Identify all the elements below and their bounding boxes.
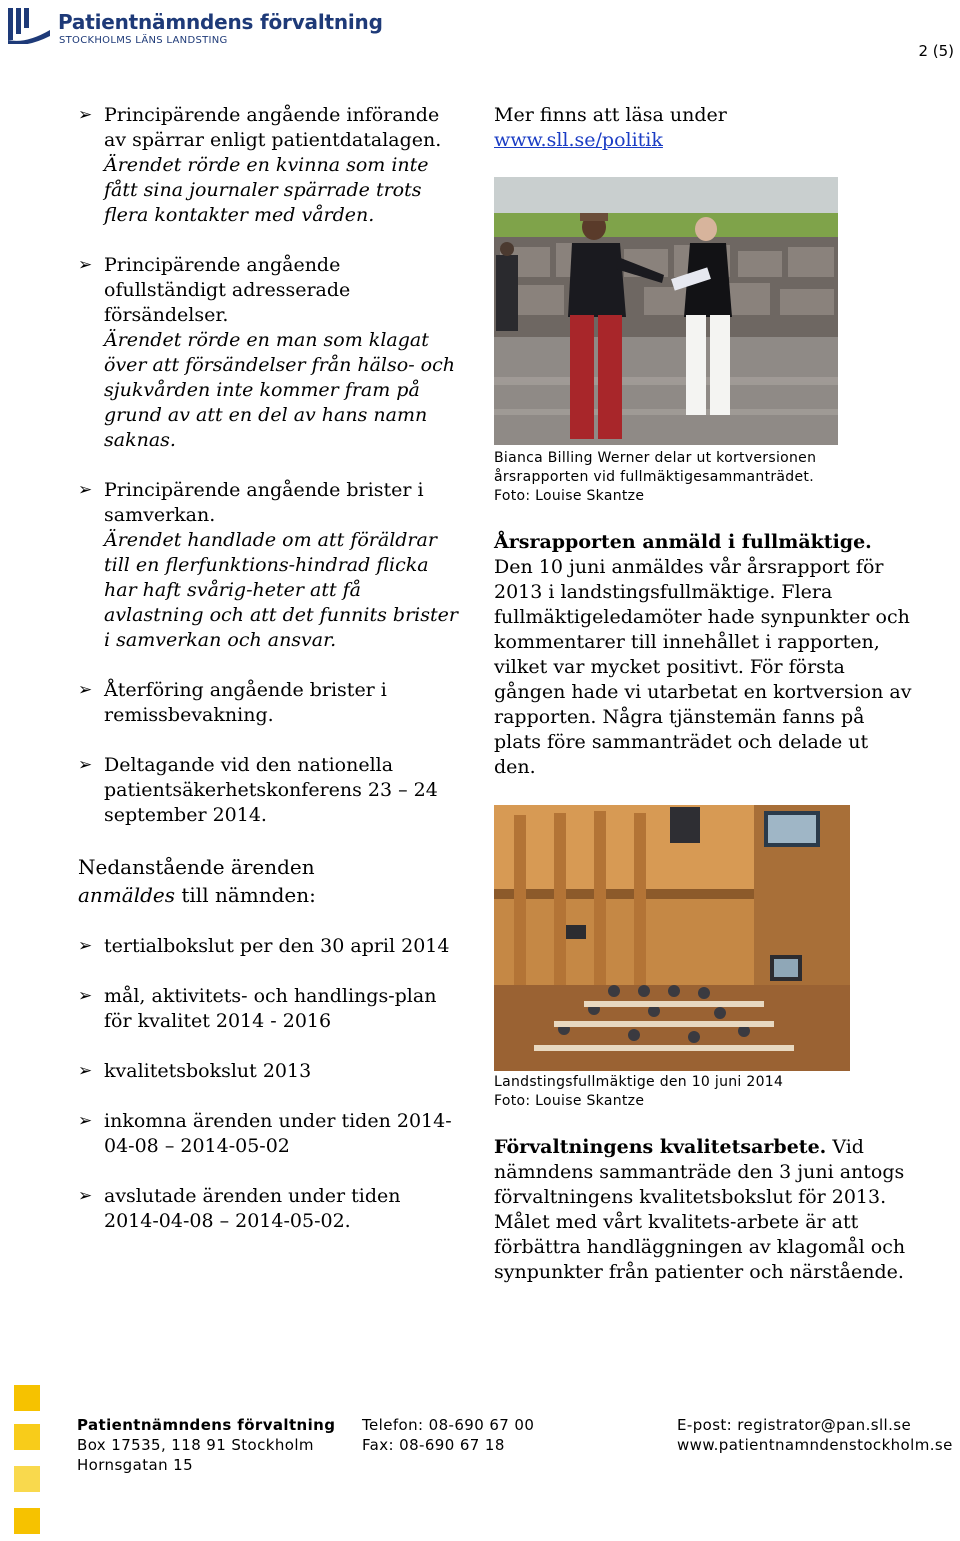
photo-handing-out-reports bbox=[494, 177, 838, 445]
item-label: Principärende angående ofullständigt adresserade försändelser. bbox=[104, 254, 351, 326]
list-item: ➢ mål, aktivitets- och handlings-plan för kvalitet 2014 - 2016 bbox=[78, 984, 458, 1034]
quality-text: Vid nämndens sammanträde den 3 juni antogs förvaltningens kvalitetsbokslut för 2013. Målet med vårt kvalitets-arbete är att förbättra handläggningen av klagomål och synpunkter från patienter och närstående. bbox=[494, 1136, 906, 1283]
photo2-caption: Landstingsfullmäktige den 10 juni 2014 bbox=[494, 1074, 784, 1090]
footer-square-decoration bbox=[14, 1424, 40, 1450]
logo-subtitle: STOCKHOLMS LÄNS LANDSTING bbox=[59, 35, 228, 46]
quality-heading: Förvaltningens kvalitetsarbete. bbox=[494, 1136, 827, 1158]
politik-link[interactable]: www.sll.se/politik bbox=[494, 129, 663, 151]
photo-council-chamber bbox=[494, 805, 850, 1071]
footer-address1: Box 17535, 118 91 Stockholm bbox=[77, 1436, 314, 1454]
footer-web[interactable]: www.patientnamndenstockholm.se bbox=[677, 1436, 953, 1454]
list-item: ➢ avslutade ärenden under tiden 2014-04-08 – 2014-05-02. bbox=[78, 1184, 458, 1234]
item-note: Ärendet handlade om att föräldrar till en flerfunktions-hindrad flicka har haft svårig-heter att få avlastning och att det funnits brister i samverkan och ansvar. bbox=[104, 529, 458, 651]
photo2-credit: Foto: Louise Skantze bbox=[494, 1093, 645, 1109]
right-column bbox=[494, 103, 914, 1285]
quality-paragraph bbox=[494, 1135, 914, 1285]
item-note: Ärendet rörde en kvinna som inte fått sina journaler spärrade trots flera kontakter med vården. bbox=[104, 154, 429, 226]
sll-logo-icon bbox=[6, 6, 52, 44]
logo bbox=[6, 4, 383, 48]
section-heading bbox=[78, 853, 458, 909]
report-heading: Årsrapporten anmäld i fullmäktige. bbox=[494, 531, 872, 553]
item-label: Principärende angående införande av spärrar enligt patientdatalagen. bbox=[104, 104, 442, 151]
item-note: Ärendet rörde en man som klagat över att försändelser från hälso- och sjukvården inte kommer fram på grund av att en del av hans namn saknas. bbox=[104, 329, 455, 451]
item-label: Deltagande vid den nationella patientsäkerhetskonferens 23 – 24 september 2014. bbox=[104, 754, 438, 826]
photo1-credit: Foto: Louise Skantze bbox=[494, 488, 645, 504]
footer-address bbox=[77, 1415, 335, 1475]
footer-phone: Telefon: 08-690 67 00 bbox=[362, 1416, 535, 1434]
section-suffix: till nämnden: bbox=[181, 883, 316, 907]
footer-fax: Fax: 08-690 67 18 bbox=[362, 1436, 505, 1454]
section-prefix: Nedanstående ärenden bbox=[78, 855, 315, 879]
section-italic: anmäldes bbox=[78, 883, 175, 907]
list-item bbox=[78, 478, 458, 653]
footer-email[interactable]: E-post: registrator@pan.sll.se bbox=[677, 1416, 912, 1434]
report-text: Den 10 juni anmäldes vår årsrapport för 2013 i landstingsfullmäktige. Flera fullmäktigeledamöter hade synpunkter och kommentarer till innehållet i rapporten, vilket var mycket positivt. För första gången hade vi utarbetat en kortversion av rapporten. Några tjänstemän fanns på plats före sammanträdet och delade ut den. bbox=[494, 556, 912, 778]
list-item: ➢ tertialbokslut per den 30 april 2014 bbox=[78, 934, 458, 959]
footer-org: Patientnämndens förvaltning bbox=[77, 1416, 336, 1434]
photo1-caption: Bianca Billing Werner delar ut kortversionen årsrapporten vid fullmäktigesammanträdet. bbox=[494, 450, 817, 485]
footer-address2: Hornsgatan 15 bbox=[77, 1456, 194, 1474]
list-item bbox=[78, 103, 458, 228]
list-item: ➢ inkomna ärenden under tiden 2014-04-08 – 2014-05-02 bbox=[78, 1109, 458, 1159]
item-label: Återföring angående brister i remissbevakning. bbox=[104, 679, 387, 726]
list-item bbox=[78, 253, 458, 453]
list-item bbox=[78, 678, 458, 728]
logo-title: Patientnämndens förvaltning bbox=[58, 10, 383, 34]
footer-square-decoration bbox=[14, 1466, 40, 1492]
footer-contact-block bbox=[677, 1415, 953, 1455]
list-item bbox=[78, 753, 458, 828]
item-label: Principärende angående brister i samverkan. bbox=[104, 479, 424, 526]
footer-phone-block bbox=[362, 1415, 534, 1455]
page-number: 2 (5) bbox=[918, 42, 954, 60]
list-item: ➢ kvalitetsbokslut 2013 bbox=[78, 1059, 458, 1084]
footer-square-decoration bbox=[14, 1385, 40, 1411]
left-column bbox=[78, 103, 458, 1259]
footer-square-decoration bbox=[14, 1508, 40, 1534]
report-paragraph bbox=[494, 530, 914, 780]
more-text: Mer finns att läsa under bbox=[494, 104, 727, 126]
